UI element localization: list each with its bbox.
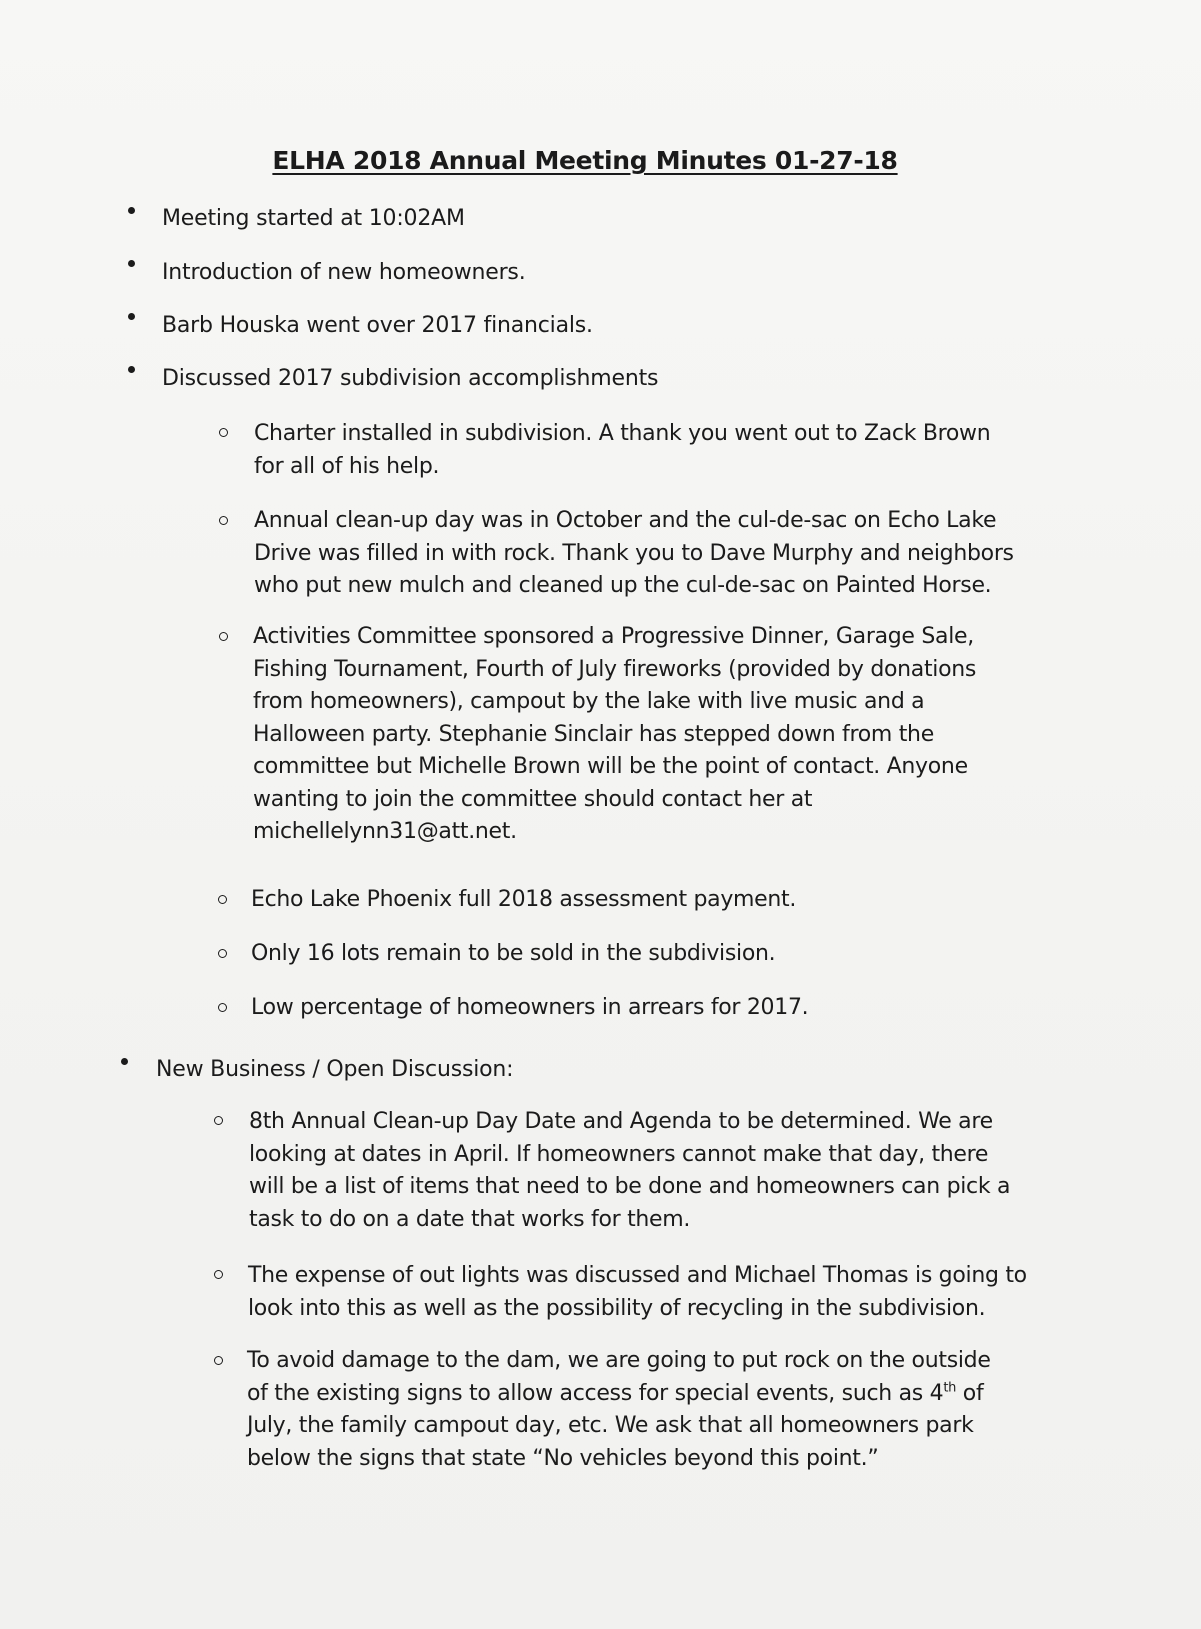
sub-bullet-ring (219, 632, 228, 641)
sub-bullet-ring (219, 428, 228, 437)
accomplishment-activities: Activities Committee sponsored a Progressive Dinner, Garage Sale, Fishing Tournament, Fourth of July fireworks (provided by donations from homeowners), campout by the lake with live music and a Halloween party. Stephanie Sinclair has stepped down from the committee but Michelle Brown will be the point of contact. Anyone wanting to join the committee should contact her at michellelynn31@att.net. (253, 624, 977, 844)
bullet-dot (128, 313, 135, 320)
bullet-dot (128, 207, 135, 214)
accomplishment-lots: Only 16 lots remain to be sold in the subdivision. (251, 941, 776, 966)
new-business-lights: The expense of out lights was discussed and Michael Thomas is going to look into this as well as the possibility of recycling in the subdivision. (248, 1263, 1027, 1321)
bullet-dot (128, 366, 135, 373)
sub-bullet-ring (218, 895, 227, 904)
bullet-financials: Barb Houska went over 2017 financials. (162, 313, 593, 338)
bullet-dot (121, 1058, 128, 1065)
new-business-dam (247, 1345, 1087, 1475)
accomplishment-assessment: Echo Lake Phoenix full 2018 assessment payment. (251, 887, 797, 912)
bullet-new-business: New Business / Open Discussion: (156, 1057, 514, 1082)
page-title: ELHA 2018 Annual Meeting Minutes 01-27-18 (272, 146, 898, 175)
bullet-introduction: Introduction of new homeowners. (162, 260, 526, 285)
dam-text-part-1: To avoid damage to the dam, we are going to put rock on the outside of the existing signs to allow access for special events, such as 4 (247, 1348, 991, 1406)
sub-bullet-ring (218, 949, 227, 958)
bullet-accomplishments: Discussed 2017 subdivision accomplishments (162, 366, 659, 391)
sub-bullet-ring (214, 1270, 223, 1279)
accomplishment-cleanup: Annual clean-up day was in October and the cul-de-sac on Echo Lake Drive was filled in with rock. Thank you to Dave Murphy and neighbors who put new mulch and cleaned up the cul-de-sac on Painted Horse. (254, 508, 1014, 598)
dam-text-part-2: of July, the family campout day, etc. We ask that all homeowners park below the signs that state “No vehicles beyond this point.” (247, 1380, 984, 1471)
sub-bullet-ring (218, 1003, 227, 1012)
sub-bullet-ring (214, 1116, 223, 1125)
new-business-cleanup-day: 8th Annual Clean-up Day Date and Agenda to be determined. We are looking at dates in April. If homeowners cannot make that day, there will be a list of items that need to be done and homeowners can pick a task to do on a date that works for them. (249, 1109, 1011, 1232)
sub-bullet-ring (214, 1356, 223, 1365)
bullet-meeting-start: Meeting started at 10:02AM (162, 206, 465, 231)
accomplishment-arrears: Low percentage of homeowners in arrears for 2017. (251, 995, 809, 1020)
bullet-dot (128, 260, 135, 267)
sub-bullet-ring (219, 516, 228, 525)
dam-text-superscript: th (943, 1380, 957, 1396)
accomplishment-charter: Charter installed in subdivision. A thank you went out to Zack Brown for all of his help. (254, 421, 991, 479)
